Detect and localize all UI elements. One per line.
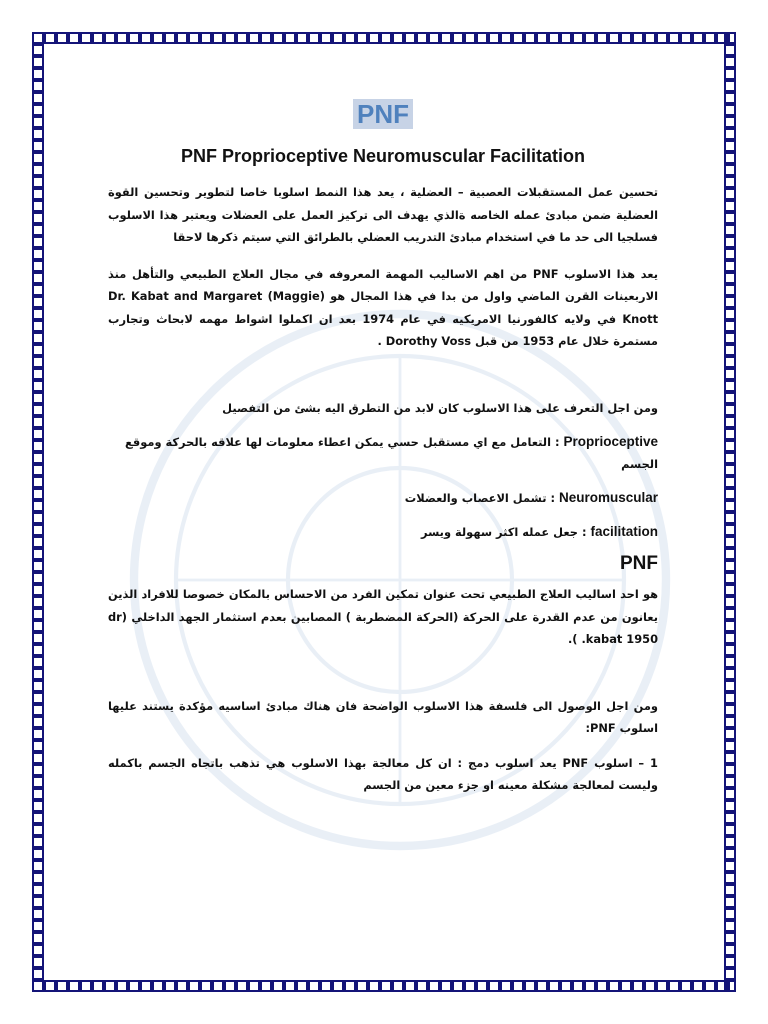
term-facilitation-def: : جعل عمله اكثر سهولة ويسر (421, 525, 587, 539)
term-neuromuscular (108, 487, 658, 509)
paragraph-definition: هو احد اساليب العلاج الطبيعي تحت عنوان تمكين الفرد من الاحساس بالمكان خصوصا للافراد الذين يعانون من عدم القدرة على الحركة (الحركة المضطربة ) المصابين بعدم استثمار الجهد الداخلي (dr .kabat 1950 ). (108, 587, 658, 646)
border-bottom (32, 980, 736, 992)
border-right (724, 32, 736, 992)
section-heading: PNF (620, 553, 658, 574)
document-body (108, 92, 658, 797)
page-subtitle: PNF Proprioceptive Neuromuscular Facilitation (180, 146, 586, 166)
term-neuromuscular-def: : تشمل الاعصاب والعضلات (404, 491, 555, 505)
border-top (32, 32, 736, 44)
paragraph-history: يعد هذا الاسلوب PNF من اهم الاساليب المهمة المعروفه في مجال العلاج الطبيعي والتأهل منذ الاربعينات القرن الماضي واول من بدا في هذا المجال هو Dr. Kabat and Margaret (Maggie) Knott في ولايه كالفورنيا الامريكيه في عام 1974 بعد ان اكملوا اشواط مهمه لابحاث وتجارب مستمرة خلال عام 1953 من قبل Dorothy Voss . (108, 266, 659, 348)
term-proprioceptive-def: : التعامل مع اي مستقبل حسي يمكن اعطاء معلومات لها علاقه بالحركة وموقع الجسم (125, 435, 658, 471)
border-left (32, 32, 44, 992)
page-title: PNF (108, 92, 658, 136)
term-facilitation-en: facilitation (590, 524, 658, 539)
paragraph-details: ومن اجل التعرف على هذا الاسلوب كان لابد من التطرق اليه بشئ من التفصيل (222, 400, 658, 415)
paragraph-philosophy: ومن اجل الوصول الى فلسفة هذا الاسلوب الواضحة فان هناك مبادئ اساسيه مؤكدة يستند عليها اسلوب PNF: (108, 698, 658, 735)
paragraph-principle-1: 1 – اسلوب PNF يعد اسلوب دمج : ان كل معالجة بهذا الاسلوب هي تذهب باتجاه الجسم باكمله وليست لمعالجة مشكلة معينه او جزء معين من الجسم (108, 755, 658, 792)
term-proprioceptive (108, 431, 658, 475)
term-neuromuscular-en: Neuromuscular (558, 490, 658, 505)
term-facilitation (108, 521, 658, 543)
paragraph-intro: تحسين عمل المستقبلات العصبية – العضلية ، يعد هذا النمط اسلوبا خاصا لتطوير وتحسين القوة العضلية ضمن مبادئ عمله الخاصه ةالذي يهدف الى تركيز العمل على العضلات ويعتبر هذا الاسلوب فسلجيا الى حد ما في استخدام مبادئ التدريب العضلي بالطرائق التي سيتم ذكرها لاحقا (108, 185, 658, 244)
term-proprioceptive-en: Proprioceptive (563, 434, 658, 449)
